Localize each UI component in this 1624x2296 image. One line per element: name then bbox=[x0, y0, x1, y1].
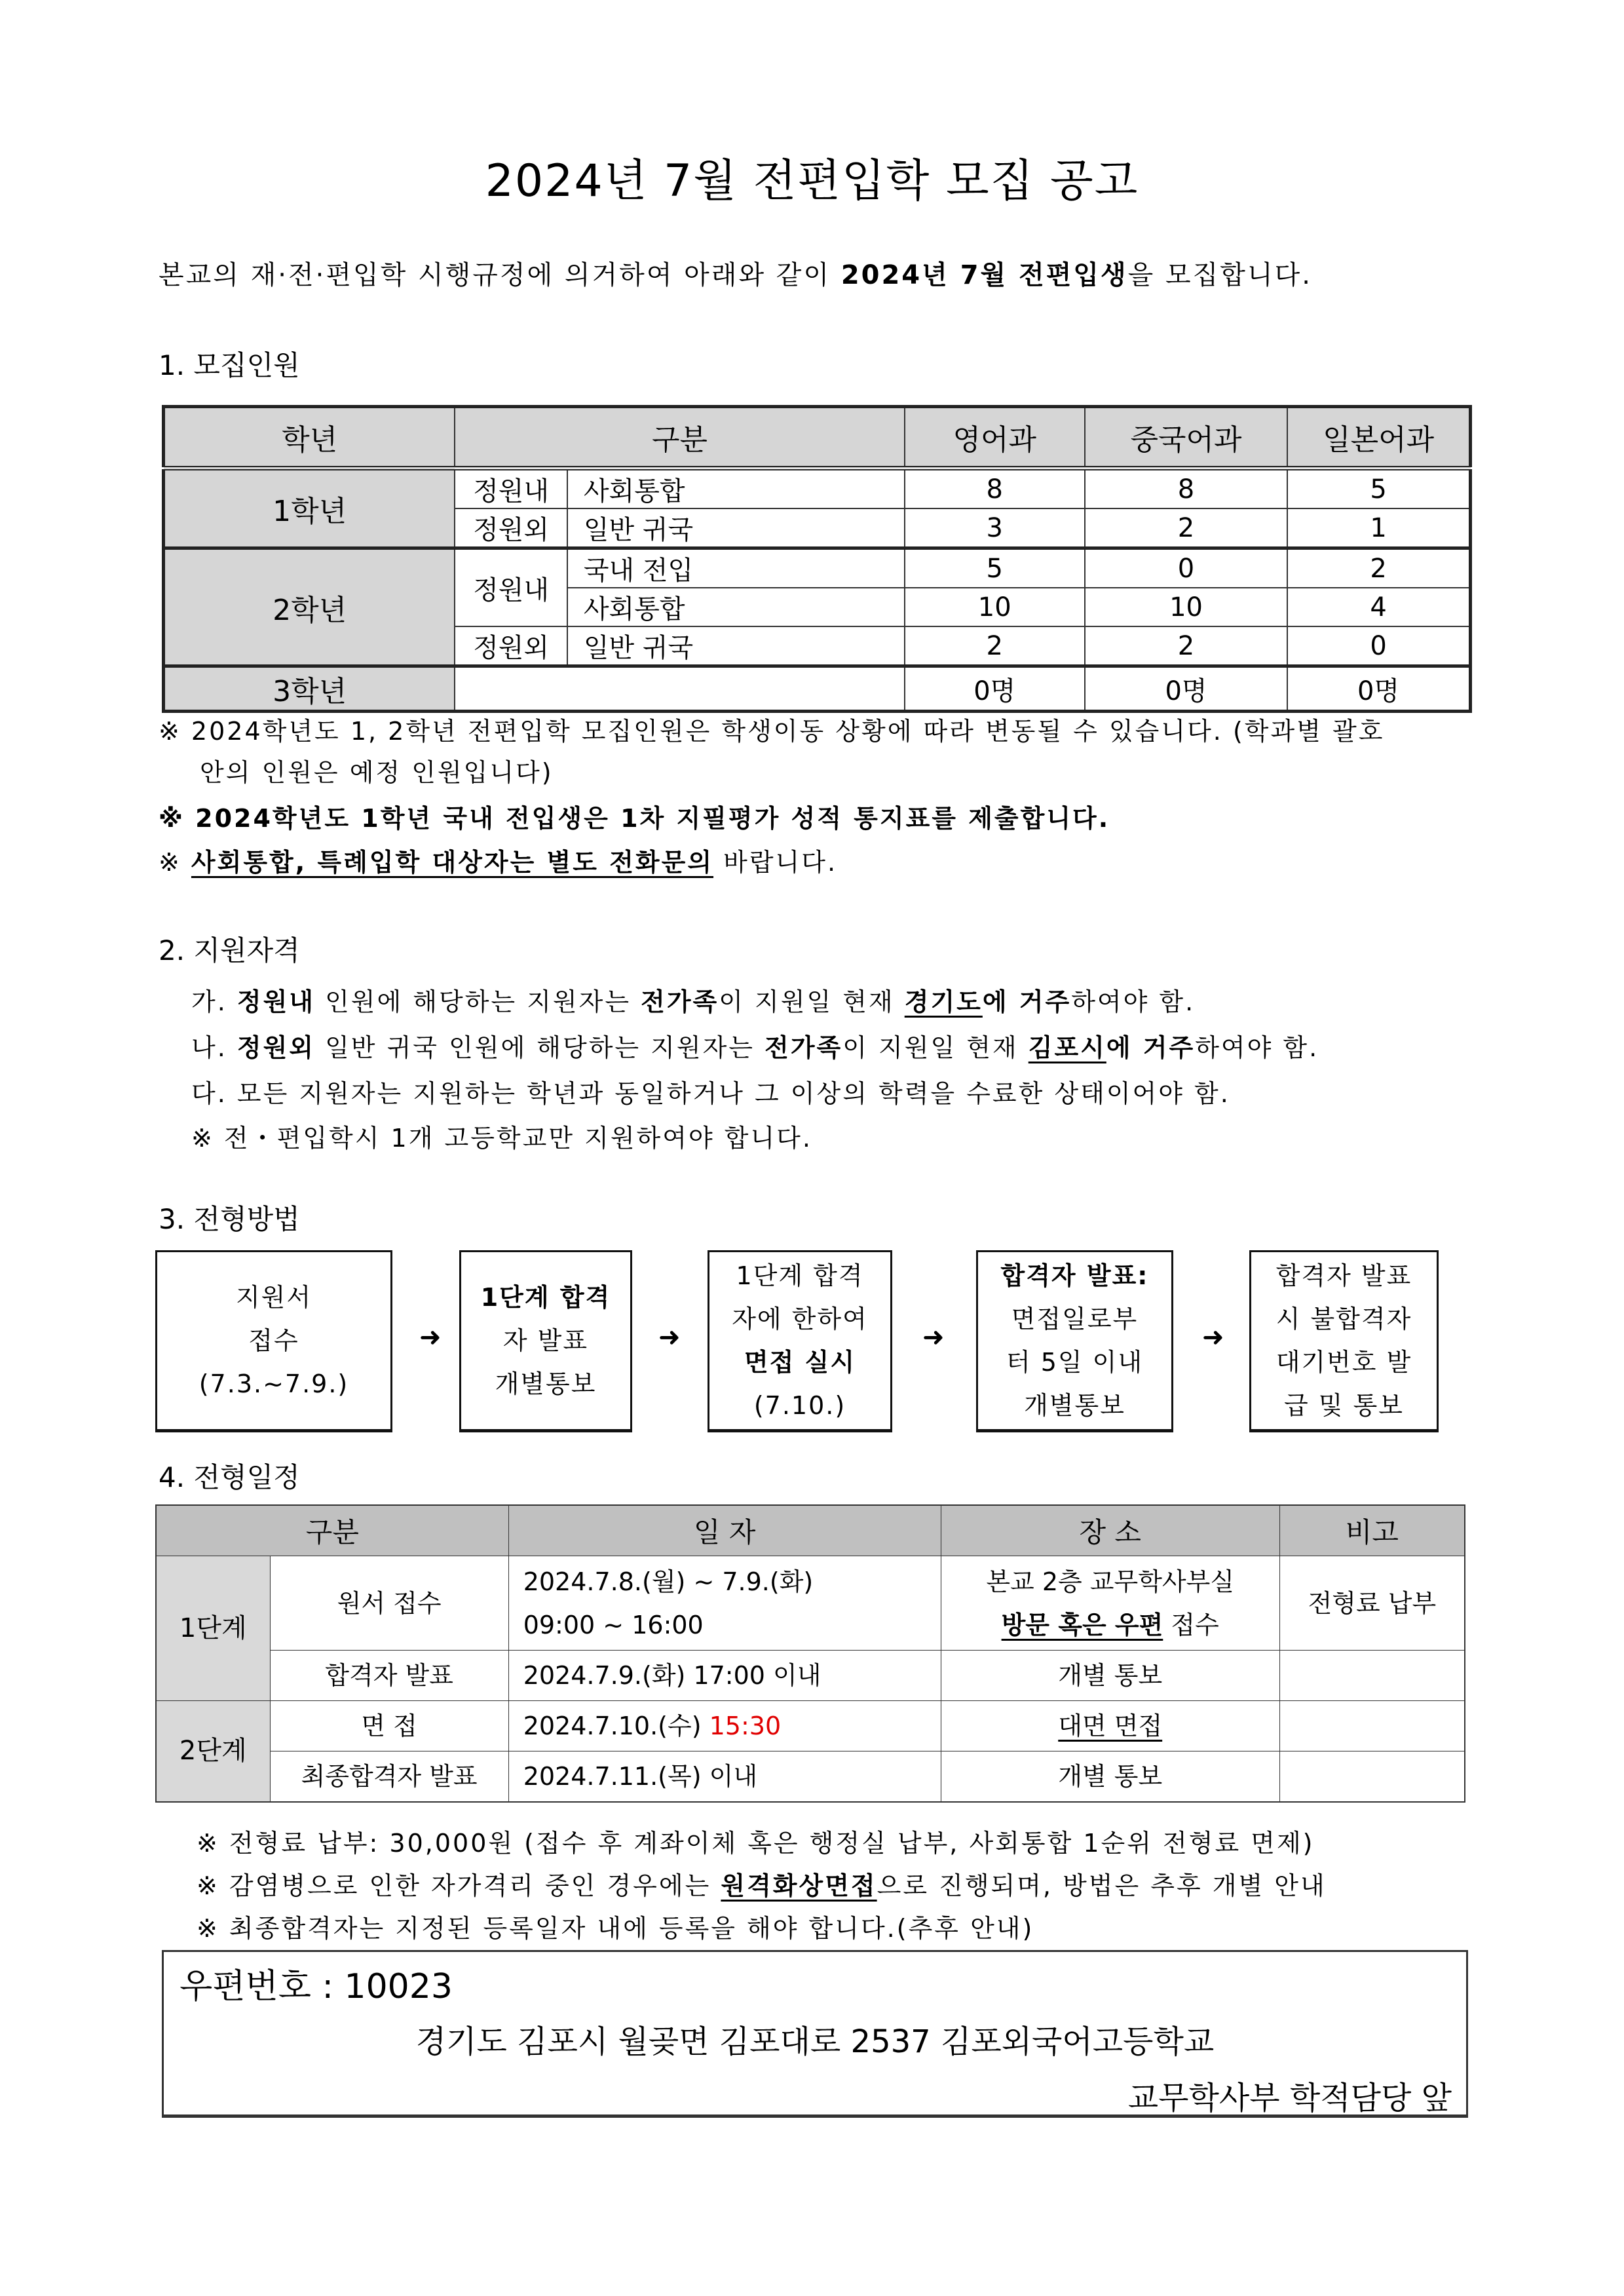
value-cell: 2 bbox=[905, 626, 1085, 666]
value-cell: 1 bbox=[1287, 508, 1470, 548]
section-heading-method: 3. 전형방법 bbox=[159, 1203, 300, 1235]
process-step-line: 자 발표 bbox=[502, 1326, 589, 1355]
table-row bbox=[156, 1701, 1465, 1751]
arrow-right-icon: ➜ bbox=[922, 1322, 945, 1352]
sub-cell: 일반 귀국 bbox=[567, 508, 905, 548]
section-heading-eligibility: 2. 지원자격 bbox=[159, 934, 300, 966]
process-step-box bbox=[1249, 1250, 1439, 1432]
place-cell: 본교 2층 교무학사부실 방문 혹은 우편 접수 bbox=[941, 1556, 1279, 1651]
header-chinese: 중국어과 bbox=[1085, 407, 1287, 469]
date-cell: 2024.7.11.(목) 이내 bbox=[508, 1751, 941, 1802]
type-cell: 정원외 bbox=[455, 508, 567, 548]
value-cell: 8 bbox=[905, 469, 1085, 509]
page-title: 2024년 7월 전편입학 모집 공고 bbox=[485, 155, 1139, 207]
process-step-line: 급 및 통보 bbox=[1284, 1391, 1404, 1420]
date-cell: 2024.7.9.(화) 17:00 이내 bbox=[508, 1651, 941, 1701]
schedule-note: ※ 최종합격자는 지정된 등록일자 내에 등록을 해야 합니다.(추후 안내) bbox=[197, 1914, 1034, 1943]
process-step-box bbox=[459, 1250, 632, 1432]
stage-cell: 1단계 bbox=[156, 1556, 270, 1701]
note-underlined: 사회통합, 특례입학 대상자는 별도 전화문의 bbox=[191, 848, 714, 877]
recipient-dept: 교무학사부 학적담당 앞 bbox=[1127, 2080, 1452, 2116]
table-row bbox=[164, 548, 1471, 588]
type-cell: 정원내 bbox=[455, 548, 567, 627]
process-step-line: 면접일로부 bbox=[1011, 1305, 1139, 1333]
header-category: 구분 bbox=[455, 407, 904, 469]
value-cell: 4 bbox=[1287, 588, 1470, 626]
intro-bold: 2024년 7월 전편입생 bbox=[840, 260, 1128, 290]
value-cell: 0명 bbox=[905, 666, 1085, 712]
process-step-line: 시 불합격자 bbox=[1275, 1305, 1412, 1333]
process-step-line: 개별통보 bbox=[495, 1369, 597, 1398]
process-step-box bbox=[155, 1250, 392, 1432]
process-step-line: 지원서 bbox=[235, 1283, 312, 1312]
date-cell: 2024.7.8.(월) ~ 7.9.(화) 09:00 ~ 16:00 bbox=[508, 1556, 941, 1651]
header-japanese: 일본어과 bbox=[1287, 407, 1470, 469]
note-cell bbox=[1279, 1751, 1465, 1802]
header-note: 비고 bbox=[1279, 1505, 1465, 1556]
value-cell: 2 bbox=[1085, 626, 1287, 666]
note-mark: ※ bbox=[159, 848, 191, 877]
value-cell: 5 bbox=[905, 548, 1085, 588]
item-cell: 합격자 발표 bbox=[270, 1651, 508, 1701]
recruitment-table bbox=[162, 405, 1472, 713]
header-date: 일 자 bbox=[508, 1505, 941, 1556]
process-step-line: 면접 실시 bbox=[744, 1348, 856, 1377]
grade-cell: 2학년 bbox=[164, 548, 455, 666]
item-cell: 원서 접수 bbox=[270, 1556, 508, 1651]
table-row bbox=[164, 666, 1471, 712]
item-cell: 면 접 bbox=[270, 1701, 508, 1751]
schedule-note: ※ 감염병으로 인한 자가격리 중인 경우에는 원격화상면접으로 진행되며, 방법은 추후 개별 안내 bbox=[197, 1871, 1327, 1900]
value-cell: 0명 bbox=[1085, 666, 1287, 712]
sub-cell: 사회통합 bbox=[567, 588, 905, 626]
intro-text: 본교의 재·전·편입학 시행규정에 의거하여 아래와 같이 bbox=[159, 260, 841, 290]
arrow-right-icon: ➜ bbox=[658, 1322, 681, 1352]
intro-suffix: 을 모집합니다. bbox=[1127, 260, 1312, 290]
table-row bbox=[156, 1651, 1465, 1701]
table-row bbox=[164, 469, 1471, 509]
value-cell: 3 bbox=[905, 508, 1085, 548]
table-row bbox=[156, 1751, 1465, 1802]
value-cell: 5 bbox=[1287, 469, 1470, 509]
note-line bbox=[159, 842, 837, 878]
place-cell: 대면 면접 bbox=[941, 1701, 1279, 1751]
process-step-line: 개별통보 bbox=[1024, 1391, 1125, 1420]
date-cell: 2024.7.10.(수) 15:30 bbox=[508, 1701, 941, 1751]
table-header-row bbox=[164, 407, 1471, 469]
sub-cell: 국내 전입 bbox=[567, 548, 905, 588]
header-category: 구분 bbox=[156, 1505, 508, 1556]
note-line: ※ 2024학년도 1, 2학년 전편입학 모집인원은 학생이동 상황에 따라 변동될 수 있습니다. (학과별 괄호 bbox=[159, 717, 1385, 746]
note-cell: 전형료 납부 bbox=[1279, 1556, 1465, 1651]
type-cell bbox=[455, 666, 904, 712]
arrow-right-icon: ➜ bbox=[1202, 1322, 1224, 1352]
item-cell: 최종합격자 발표 bbox=[270, 1751, 508, 1802]
place-cell: 개별 통보 bbox=[941, 1651, 1279, 1701]
section-heading-recruitment: 1. 모집인원 bbox=[159, 349, 300, 381]
type-cell: 정원내 bbox=[455, 469, 567, 509]
section-heading-schedule: 4. 전형일정 bbox=[159, 1461, 300, 1493]
value-cell: 2 bbox=[1085, 508, 1287, 548]
process-step-box bbox=[708, 1250, 892, 1432]
sub-cell: 사회통합 bbox=[567, 469, 905, 509]
header-grade: 학년 bbox=[164, 407, 455, 469]
type-cell: 정원외 bbox=[455, 626, 567, 666]
value-cell: 8 bbox=[1085, 469, 1287, 509]
process-step-line: 1단계 합격 bbox=[736, 1261, 864, 1290]
process-step-line: (7.10.) bbox=[753, 1391, 846, 1420]
value-cell: 0명 bbox=[1287, 666, 1470, 712]
note-line: 안의 인원은 예정 인원입니다) bbox=[200, 758, 554, 787]
eligibility-note: ※ 전・편입학시 1개 고등학교만 지원하여야 합니다. bbox=[191, 1124, 812, 1153]
grade-cell: 1학년 bbox=[164, 469, 455, 548]
value-cell: 0 bbox=[1287, 626, 1470, 666]
zip-code: 우편번호 : 10023 bbox=[179, 1967, 453, 2006]
eligibility-item: 가. 정원내 인원에 해당하는 지원자는 전가족이 지원일 현재 경기도에 거주하여야 함. bbox=[191, 987, 1196, 1016]
place-cell: 개별 통보 bbox=[941, 1751, 1279, 1802]
process-step-line: 자에 한하여 bbox=[732, 1305, 868, 1333]
header-english: 영어과 bbox=[905, 407, 1085, 469]
process-step-line: 터 5일 이내 bbox=[1006, 1348, 1144, 1377]
value-cell: 10 bbox=[1085, 588, 1287, 626]
header-place: 장 소 bbox=[941, 1505, 1279, 1556]
table-header-row bbox=[156, 1505, 1465, 1556]
grade-cell: 3학년 bbox=[164, 666, 455, 712]
process-step-line: 접수 bbox=[248, 1326, 299, 1355]
schedule-note: ※ 전형료 납부: 30,000원 (접수 후 계좌이체 혹은 행정실 납부, 사회통합 1순위 전형료 면제) bbox=[197, 1829, 1315, 1858]
arrow-right-icon: ➜ bbox=[419, 1322, 442, 1352]
stage-cell: 2단계 bbox=[156, 1701, 270, 1802]
intro-paragraph bbox=[159, 254, 1312, 292]
value-cell: 2 bbox=[1287, 548, 1470, 588]
note-cell bbox=[1279, 1701, 1465, 1751]
schedule-table bbox=[155, 1504, 1465, 1803]
table-row bbox=[156, 1556, 1465, 1651]
process-step-line: 합격자 발표: bbox=[1000, 1261, 1149, 1290]
eligibility-item: 나. 정원외 일반 귀국 인원에 해당하는 지원자는 전가족이 지원일 현재 김포시에 거주하여야 함. bbox=[191, 1033, 1319, 1062]
address-box bbox=[162, 1950, 1468, 2118]
note-cell bbox=[1279, 1651, 1465, 1701]
value-cell: 10 bbox=[905, 588, 1085, 626]
street-address: 경기도 김포시 월곶면 김포대로 2537 김포외국어고등학교 bbox=[415, 2023, 1215, 2060]
sub-cell: 일반 귀국 bbox=[567, 626, 905, 666]
process-step-line: 대기번호 발 bbox=[1275, 1348, 1412, 1377]
value-cell: 0 bbox=[1085, 548, 1287, 588]
note-line: ※ 2024학년도 1학년 국내 전입생은 1차 지필평가 성적 통지표를 제출합니다. bbox=[159, 804, 1110, 833]
eligibility-item: 다. 모든 지원자는 지원하는 학년과 동일하거나 그 이상의 학력을 수료한 상태이어야 함. bbox=[191, 1079, 1230, 1108]
process-step-line: 1단계 합격 bbox=[480, 1283, 611, 1312]
note-rest: 바랍니다. bbox=[713, 848, 838, 877]
process-step-box bbox=[976, 1250, 1173, 1432]
process-step-line: (7.3.~7.9.) bbox=[198, 1369, 349, 1398]
process-step-line: 합격자 발표 bbox=[1275, 1261, 1412, 1290]
